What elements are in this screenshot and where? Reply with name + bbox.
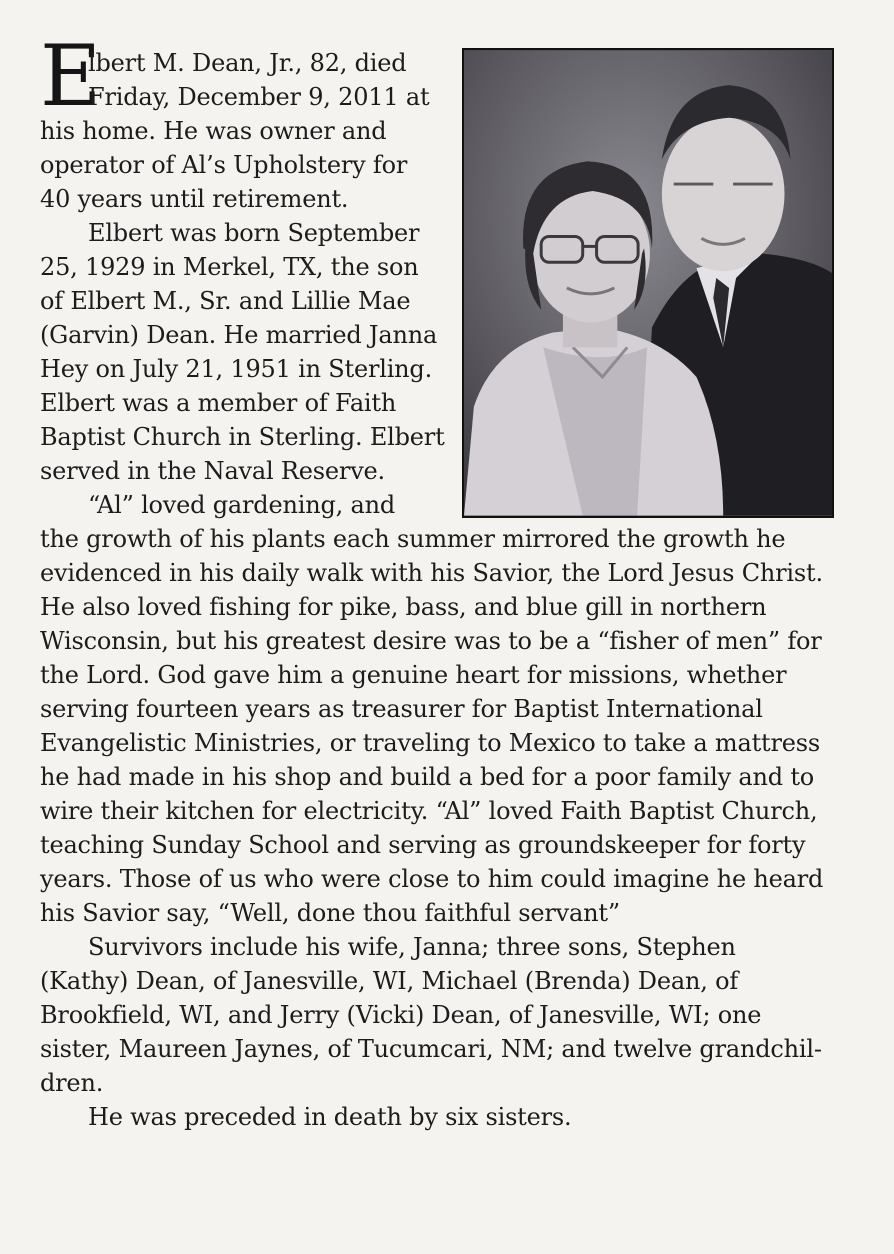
couple-portrait-photo [462, 48, 834, 518]
text-line: Hey on July 21, 1951 in Sterling. [40, 355, 433, 383]
text-line: operator of Al’s Upholstery for [40, 151, 408, 179]
text-line: wire their kitchen for electricity. “Al” loved Faith Baptist Church, [40, 797, 818, 825]
text-line: (Garvin) Dean. He married Janna [40, 321, 438, 349]
text-line: Elbert was born September [88, 219, 420, 247]
drop-cap-letter: E [40, 27, 102, 125]
text-line: years. Those of us who were close to him could imagine he heard [40, 865, 824, 893]
text-line: lbert M. Dean, Jr., 82, died [88, 49, 407, 77]
text-line: He also loved fishing for pike, bass, and blue gill in northern [40, 593, 767, 621]
text-line: his home. He was owner and [40, 117, 387, 145]
text-line: Baptist Church in Sterling. Elbert [40, 423, 445, 451]
text-line: evidenced in his daily walk with his Savior, the Lord Jesus Christ. [40, 559, 823, 587]
text-line: Elbert was a member of Faith [40, 389, 397, 417]
text-line: teaching Sunday School and serving as groundskeeper for forty [40, 831, 806, 859]
text-line: Wisconsin, but his greatest desire was to be a “fisher of men” for [40, 627, 822, 655]
text-line: Evangelistic Ministries, or traveling to Mexico to take a mattress [40, 729, 820, 757]
text-line: Brookfield, WI, and Jerry (Vicki) Dean, of Janesville, WI; one [40, 1001, 762, 1029]
text-line: sister, Maureen Jaynes, of Tucumcari, NM; and twelve grandchil- [40, 1035, 822, 1063]
text-line: Friday, December 9, 2011 at [88, 83, 430, 111]
text-line: Survivors include his wife, Janna; three sons, Stephen [88, 933, 736, 961]
text-line: serving fourteen years as treasurer for Baptist International [40, 695, 763, 723]
text-line: dren. [40, 1069, 104, 1097]
text-line: “Al” loved gardening, and [88, 491, 396, 519]
text-line: his Savior say, “Well, done thou faithful servant” [40, 899, 620, 927]
text-line: served in the Naval Reserve. [40, 457, 385, 485]
text-line: the growth of his plants each summer mirrored the growth he [40, 525, 786, 553]
text-line: he had made in his shop and build a bed for a poor family and to [40, 763, 815, 791]
text-line: the Lord. God gave him a genuine heart for missions, whether [40, 661, 787, 689]
text-line: 40 years until retirement. [40, 185, 349, 213]
text-line: He was preceded in death by six sisters. [88, 1103, 572, 1131]
text-line: (Kathy) Dean, of Janesville, WI, Michael (Brenda) Dean, of [40, 967, 739, 995]
text-line: of Elbert M., Sr. and Lillie Mae [40, 287, 411, 315]
text-line: 25, 1929 in Merkel, TX, the son [40, 253, 419, 281]
